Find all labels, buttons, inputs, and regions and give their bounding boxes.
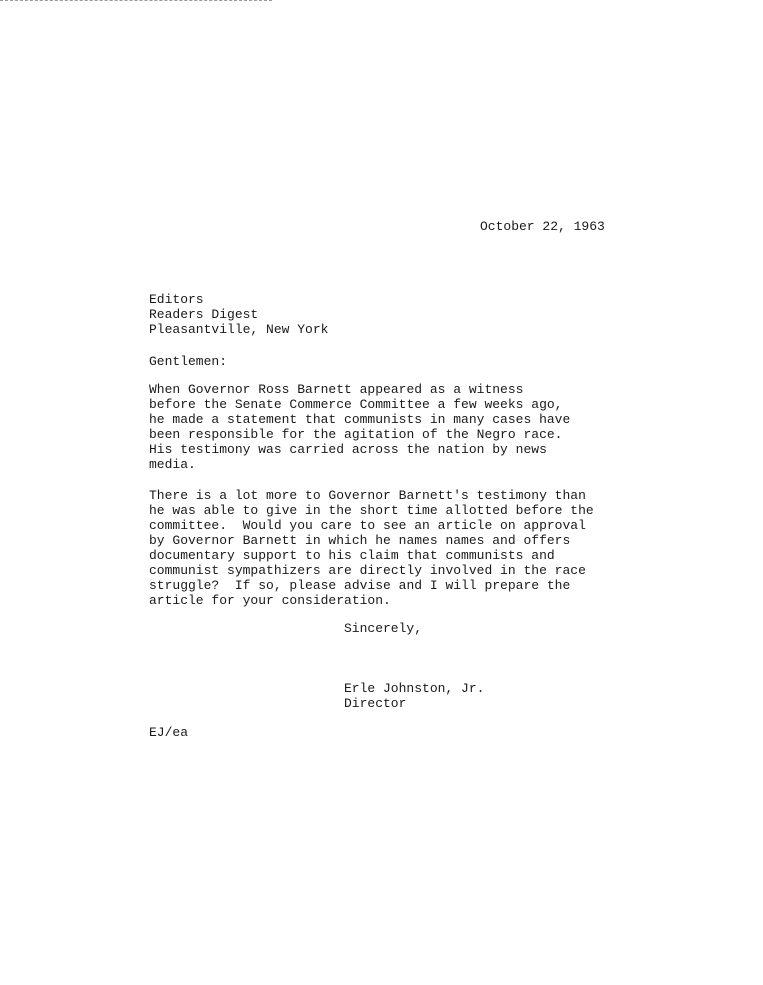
paragraph-line: media. xyxy=(149,457,196,472)
paragraph-line: When Governor Ross Barnett appeared as a witness xyxy=(149,382,524,397)
paragraph-line: communist sympathizers are directly involved in the race xyxy=(149,563,586,578)
paragraph-line: he was able to give in the short time allotted before the xyxy=(149,503,594,518)
body-paragraph-1 xyxy=(149,382,570,472)
body-paragraph-2 xyxy=(149,488,594,608)
paragraph-line: committee. Would you care to see an article on approval xyxy=(149,518,586,533)
paragraph-line: been responsible for the agitation of the Negro race. xyxy=(149,427,563,442)
paragraph-line: There is a lot more to Governor Barnett's testimony than xyxy=(149,488,586,503)
signer-name: Erle Johnston, Jr. xyxy=(344,681,485,696)
paragraph-line: article for your consideration. xyxy=(149,593,391,608)
signer-title: Director xyxy=(344,696,407,711)
typist-initials: EJ/ea xyxy=(149,725,189,740)
closing: Sincerely, xyxy=(344,621,423,636)
paragraph-line: struggle? If so, please advise and I will prepare the xyxy=(149,578,571,593)
paragraph-line: documentary support to his claim that communists and xyxy=(149,548,555,563)
paragraph-line: His testimony was carried across the nation by news xyxy=(149,442,547,457)
address-line: Editors xyxy=(149,292,204,307)
paragraph-line: he made a statement that communists in many cases have xyxy=(149,412,571,427)
signature-block xyxy=(344,681,484,711)
paragraph-line: before the Senate Commerce Committee a few weeks ago, xyxy=(149,397,563,412)
address-line: Readers Digest xyxy=(149,307,259,322)
paragraph-line: by Governor Barnett in which he names names and offers xyxy=(149,533,571,548)
salutation: Gentlemen: xyxy=(149,354,228,369)
recipient-address xyxy=(149,292,328,337)
address-line: Pleasantville, New York xyxy=(149,322,329,337)
letter-date: October 22, 1963 xyxy=(480,219,605,234)
